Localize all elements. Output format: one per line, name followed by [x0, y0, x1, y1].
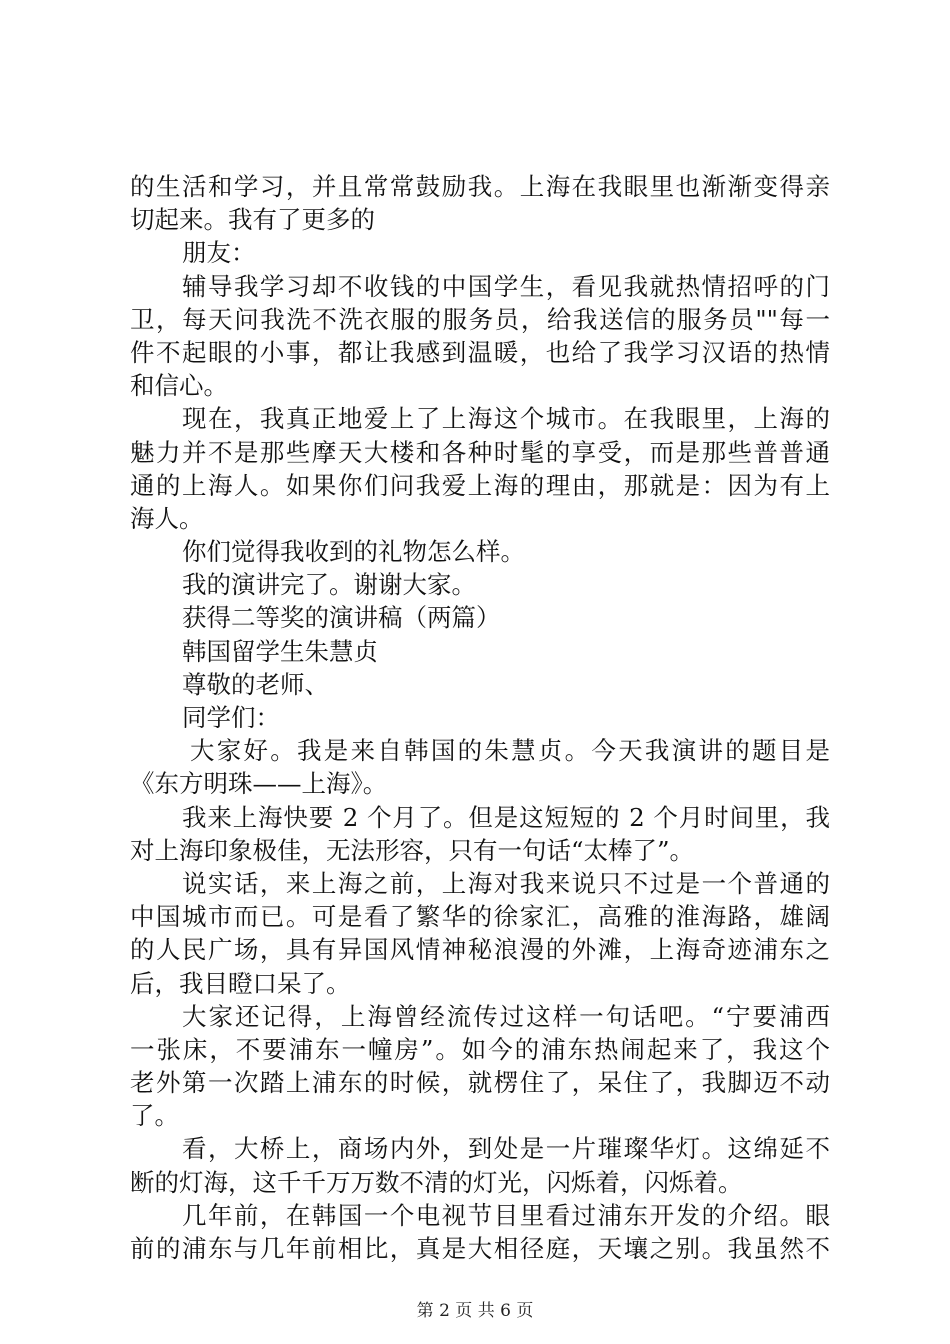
text-line: 中国城市而已。可是看了繁华的徐家汇，高雅的淮海路，雄阔	[130, 902, 830, 932]
text-line: 同学们：	[182, 703, 280, 732]
page-footer	[0, 1301, 950, 1321]
text-line: 大家好。我是来自韩国的朱慧贞。今天我演讲的题目是	[190, 736, 830, 766]
text-line: 切起来。我有了更多的	[130, 205, 375, 235]
text-line: 尊敬的老师、	[182, 669, 329, 699]
page-number-indicator: 第 2 页 共 6 页	[416, 1301, 534, 1321]
text-line: 后，我目瞪口呆了。	[130, 968, 351, 998]
text-line: 前的浦东与几年前相比，真是大相径庭，天壤之别。我虽然不	[130, 1234, 830, 1263]
text-line: 大家还记得，上海曾经流传过这样一句话吧。“宁要浦西	[182, 1001, 830, 1031]
text-line: 获得二等奖的演讲稿（两篇）	[182, 603, 501, 633]
text-line: 通的上海人。如果你们问我爱上海的理由，那就是：因为有上	[130, 470, 830, 500]
text-line: 我来上海快要 2 个月了。但是这短短的 2 个月时间里，我	[182, 802, 830, 832]
text-line: 几年前，在韩国一个电视节目里看过浦东开发的介绍。眼	[182, 1200, 830, 1230]
text-line: 卫，每天问我洗不洗衣服的服务员，给我送信的服务员""每一	[130, 304, 830, 334]
text-line: 和信心。	[130, 371, 228, 401]
text-line: 了。	[130, 1101, 179, 1131]
text-line: 说实话，来上海之前，上海对我来说只不过是一个普通的	[182, 868, 830, 898]
text-line: 的人民广场，具有异国风情神秘浪漫的外滩，上海奇迹浦东之	[130, 935, 830, 965]
text-line: 魅力并不是那些摩天大楼和各种时髦的享受，而是那些普普通	[130, 437, 830, 467]
text-line: 对上海印象极佳，无法形容，只有一句话“太棒了”。	[130, 835, 695, 865]
text-line: 一张床，不要浦东一幢房”。如今的浦东热闹起来了，我这个	[130, 1034, 830, 1064]
text-line: 《东方明珠——上海》。	[130, 769, 388, 799]
text-line: 现在，我真正地爱上了上海这个城市。在我眼里，上海的	[182, 404, 830, 434]
text-line: 老外第一次踏上浦东的时候，就楞住了，呆住了，我脚迈不动	[130, 1068, 830, 1098]
text-line: 件不起眼的小事，都让我感到温暖，也给了我学习汉语的热情	[130, 337, 830, 367]
text-line: 韩国留学生朱慧贞	[182, 636, 378, 666]
text-line: 朋友：	[182, 238, 256, 268]
text-line: 的生活和学习，并且常常鼓励我。上海在我眼里也渐渐变得亲	[130, 172, 830, 201]
text-line: 海人。	[130, 503, 204, 533]
text-line: 你们觉得我收到的礼物怎么样。	[182, 537, 525, 567]
text-line: 看，大桥上，商场内外，到处是一片璀璨华灯。这绵延不	[182, 1134, 830, 1164]
text-line: 辅导我学习却不收钱的中国学生，看见我就热情招呼的门	[182, 271, 830, 301]
text-line: 断的灯海，这千千万万数不清的灯光，闪烁着，闪烁着。	[130, 1167, 743, 1197]
document-body	[130, 170, 830, 1265]
text-line: 我的演讲完了。谢谢大家。	[182, 570, 476, 600]
